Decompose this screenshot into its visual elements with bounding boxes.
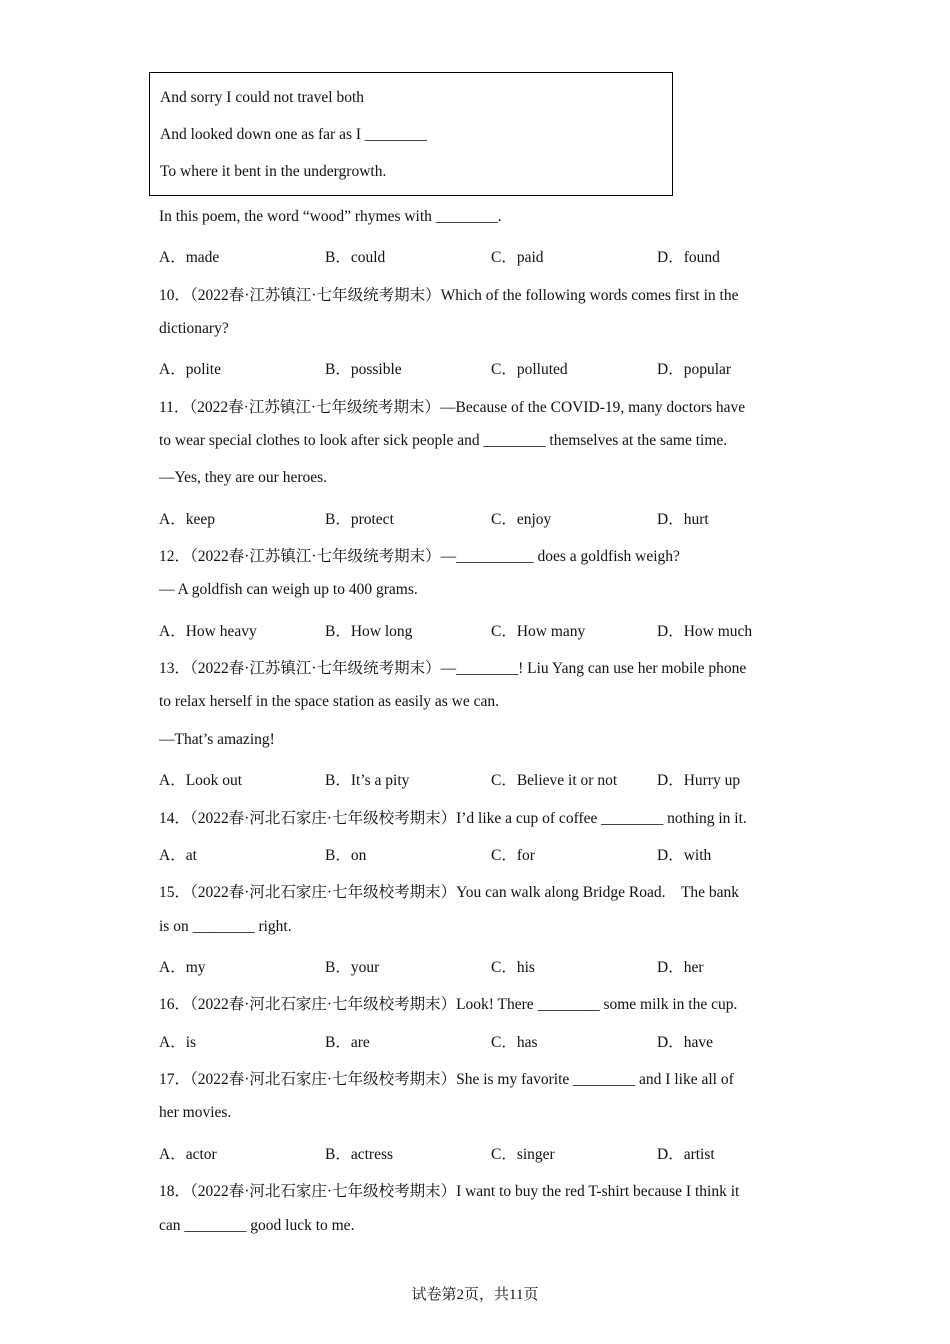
option-b: B．actress [325, 1146, 394, 1163]
question-18-text: 18．（2022春·河北石家庄·七年级校考期末）I want to buy the red T-shirt because I think it [159, 1183, 740, 1200]
option-c: C．Believe it or not [491, 772, 618, 789]
option-c: C．singer [491, 1146, 555, 1163]
question-12-text: 12．（2022春·江苏镇江·七年级统考期末）—__________ does a goldfish weigh? [159, 548, 680, 565]
option-c: C．for [491, 847, 535, 864]
option-c: C．paid [491, 249, 544, 266]
option-a: A．actor [159, 1146, 217, 1163]
option-d: D．Hurry up [657, 772, 741, 789]
option-d: D．artist [657, 1146, 715, 1163]
page-number-footer: 试卷第2页，共11页 [411, 1287, 539, 1303]
option-d: D．popular [657, 361, 732, 378]
option-d: D．with [657, 847, 712, 864]
question-10-text: 10．（2022春·江苏镇江·七年级统考期末）Which of the following words comes first in the [159, 287, 739, 304]
option-d: D．found [657, 249, 720, 266]
question-17-text: her movies. [159, 1104, 232, 1121]
question-14-text: 14．（2022春·河北石家庄·七年级校考期末）I’d like a cup of coffee ________ nothing in it. [159, 810, 747, 827]
option-b: B．protect [325, 511, 394, 528]
poem-line: And looked down one as far as I ________ [160, 126, 427, 143]
option-d: D．her [657, 959, 704, 976]
question-15-text: is on ________ right. [159, 918, 292, 935]
option-b: B．It’s a pity [325, 772, 410, 789]
option-b: B．possible [325, 361, 402, 378]
option-a: A．my [159, 959, 206, 976]
question-11-text: 11．（2022春·江苏镇江·七年级统考期末）—Because of the COVID-19, many doctors have [159, 399, 746, 416]
question-13-text: 13．（2022春·江苏镇江·七年级统考期末）—________! Liu Yang can use her mobile phone [159, 660, 747, 677]
option-c: C．has [491, 1034, 538, 1051]
question-17-text: 17．（2022春·河北石家庄·七年级校考期末）She is my favorite ________ and I like all of [159, 1071, 734, 1088]
poem-line: To where it bent in the undergrowth. [160, 163, 387, 180]
option-c: C．his [491, 959, 535, 976]
option-b: B．are [325, 1034, 370, 1051]
option-b: B．could [325, 249, 386, 266]
question-10-text: dictionary? [159, 320, 229, 337]
question-13-text: to relax herself in the space station as easily as we can. [159, 693, 500, 710]
question-11-text: —Yes, they are our heroes. [159, 469, 328, 486]
option-b: B．How long [325, 623, 413, 640]
option-a: A．made [159, 249, 220, 266]
poem-line: And sorry I could not travel both [160, 89, 365, 106]
option-a: A．polite [159, 361, 221, 378]
question-12-text: — A goldfish can weigh up to 400 grams. [159, 581, 418, 598]
option-b: B．your [325, 959, 380, 976]
option-d: D．have [657, 1034, 713, 1051]
option-a: A．keep [159, 511, 215, 528]
option-d: D．How much [657, 623, 753, 640]
question-16-text: 16．（2022春·河北石家庄·七年级校考期末）Look! There ________ some milk in the cup. [159, 996, 738, 1013]
question-11-text: to wear special clothes to look after sick people and ________ themselves at the same time. [159, 432, 728, 449]
question-18-text: can ________ good luck to me. [159, 1217, 355, 1234]
option-a: A．at [159, 847, 197, 864]
option-a: A．How heavy [159, 623, 257, 640]
question-9-prompt: In this poem, the word “wood” rhymes with ________. [159, 208, 502, 225]
poem-box [149, 72, 673, 196]
option-c: C．How many [491, 623, 586, 640]
option-a: A．is [159, 1034, 197, 1051]
question-13-text: —That’s amazing! [159, 731, 275, 748]
option-c: C．enjoy [491, 511, 552, 528]
option-a: A．Look out [159, 772, 243, 789]
option-d: D．hurt [657, 511, 709, 528]
question-15-text: 15．（2022春·河北石家庄·七年级校考期末）You can walk along Bridge Road. The bank [159, 884, 740, 901]
option-b: B．on [325, 847, 367, 864]
option-c: C．polluted [491, 361, 568, 378]
